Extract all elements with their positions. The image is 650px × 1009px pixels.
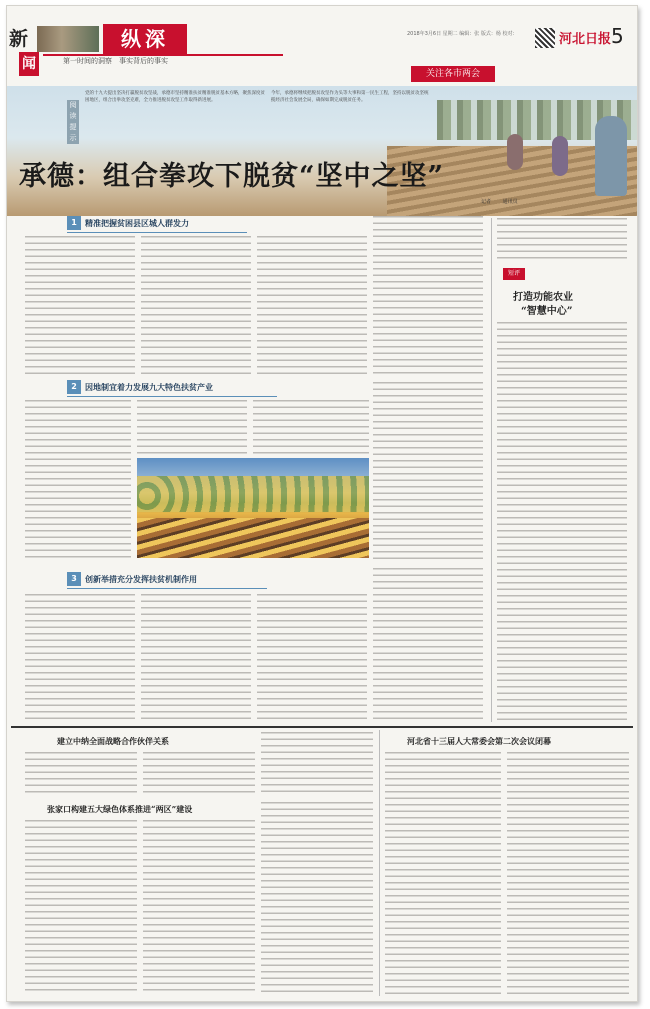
- lead-tag: 阅读提示: [67, 100, 79, 144]
- article-column: [253, 400, 369, 454]
- article-column: [497, 218, 627, 262]
- newspaper-logo: 河北日报: [559, 32, 612, 47]
- subhead-1: [67, 216, 189, 230]
- article-column: [25, 594, 135, 720]
- article-title: 建立中纳全面战略合作伙伴关系: [57, 736, 169, 746]
- article-column: [141, 236, 251, 376]
- hero-banner: [7, 86, 637, 216]
- article-column: [497, 322, 627, 720]
- article-column: [143, 820, 255, 994]
- article-column: [143, 752, 255, 796]
- subhead-text: 精准把握贫困县区城人群发力: [85, 218, 189, 228]
- newspaper-page: [6, 5, 638, 1002]
- subhead-number: 3: [67, 572, 81, 586]
- terrace-landscape-photo: [137, 458, 369, 558]
- subhead-text: 创新举措充分发挥扶贫机制作用: [85, 574, 197, 584]
- photo-terraces: [137, 518, 369, 558]
- hero-worker-figure: [595, 116, 627, 196]
- subhead-3: [67, 572, 197, 586]
- masthead-slogan: 第一时间的洞察 事实背后的事实: [63, 57, 168, 65]
- article-title: 张家口构建五大绿色体系推进“两区”建设: [47, 804, 193, 814]
- hero-worker-figure: [552, 136, 568, 176]
- lead-text: 今年，承德将继续把脱贫攻坚作为头等大事和第一民生工程，坚持以脱贫攻坚统揽经济社会发展全局，确保如期完成脱贫任务。: [271, 91, 429, 103]
- article-column: [25, 752, 137, 796]
- article-column: [261, 802, 373, 994]
- qr-code-icon: [535, 28, 555, 48]
- article-column: [385, 752, 501, 994]
- article-column: [25, 820, 137, 994]
- photo-trees: [137, 476, 369, 512]
- masthead-xin: 新: [9, 28, 29, 50]
- article-column: [141, 594, 251, 720]
- commentary-tag: 短评: [503, 268, 525, 280]
- section-tag: 关注各市两会: [411, 66, 495, 82]
- commentary-title: 打造功能农业: [513, 292, 573, 303]
- subhead-rule: [67, 232, 247, 233]
- article-column: [25, 400, 131, 560]
- article-column: [25, 236, 135, 376]
- subhead-2: [67, 380, 213, 394]
- headline: 承德：组合拳攻下脱贫“坚中之坚”: [19, 161, 445, 192]
- lead-text: 党的十九大提出坚决打赢脱贫攻坚战，承德市坚持精准扶贫精准脱贫基本方略，聚焦深度贫困地区，组合出拳攻坚克难，全力推进脱贫攻坚工作取得新进展。: [85, 91, 265, 103]
- article-column: [261, 732, 373, 796]
- subhead-text: 因地制宜着力发展九大特色扶贫产业: [85, 382, 213, 392]
- column-divider: [379, 730, 380, 996]
- article-column: [373, 382, 483, 562]
- subhead-rule: [67, 396, 277, 397]
- commentary-title: “智慧中心”: [521, 306, 573, 317]
- article-column: [373, 568, 483, 720]
- section-name: 纵深: [103, 24, 187, 54]
- page-number: 5: [611, 24, 624, 48]
- subhead-number: 2: [67, 380, 81, 394]
- masthead-wen: 闻: [19, 52, 39, 76]
- article-column: [257, 594, 367, 720]
- column-divider: [491, 218, 492, 722]
- subhead-rule: [67, 588, 267, 589]
- masthead: [7, 6, 637, 84]
- masthead-photo: [37, 26, 99, 52]
- article-column: [137, 400, 247, 454]
- article-column: [373, 216, 483, 376]
- byline: 记者 通讯员: [481, 199, 518, 205]
- article-column: [257, 236, 367, 376]
- masthead-date: 2018年3月6日 星期二 编辑：张 版式：杨 校对：: [407, 31, 518, 37]
- article-title: 河北省十三届人大常委会第二次会议闭幕: [407, 736, 551, 746]
- hero-worker-figure: [507, 134, 523, 170]
- subhead-number: 1: [67, 216, 81, 230]
- section-divider: [11, 726, 633, 728]
- article-column: [507, 752, 629, 994]
